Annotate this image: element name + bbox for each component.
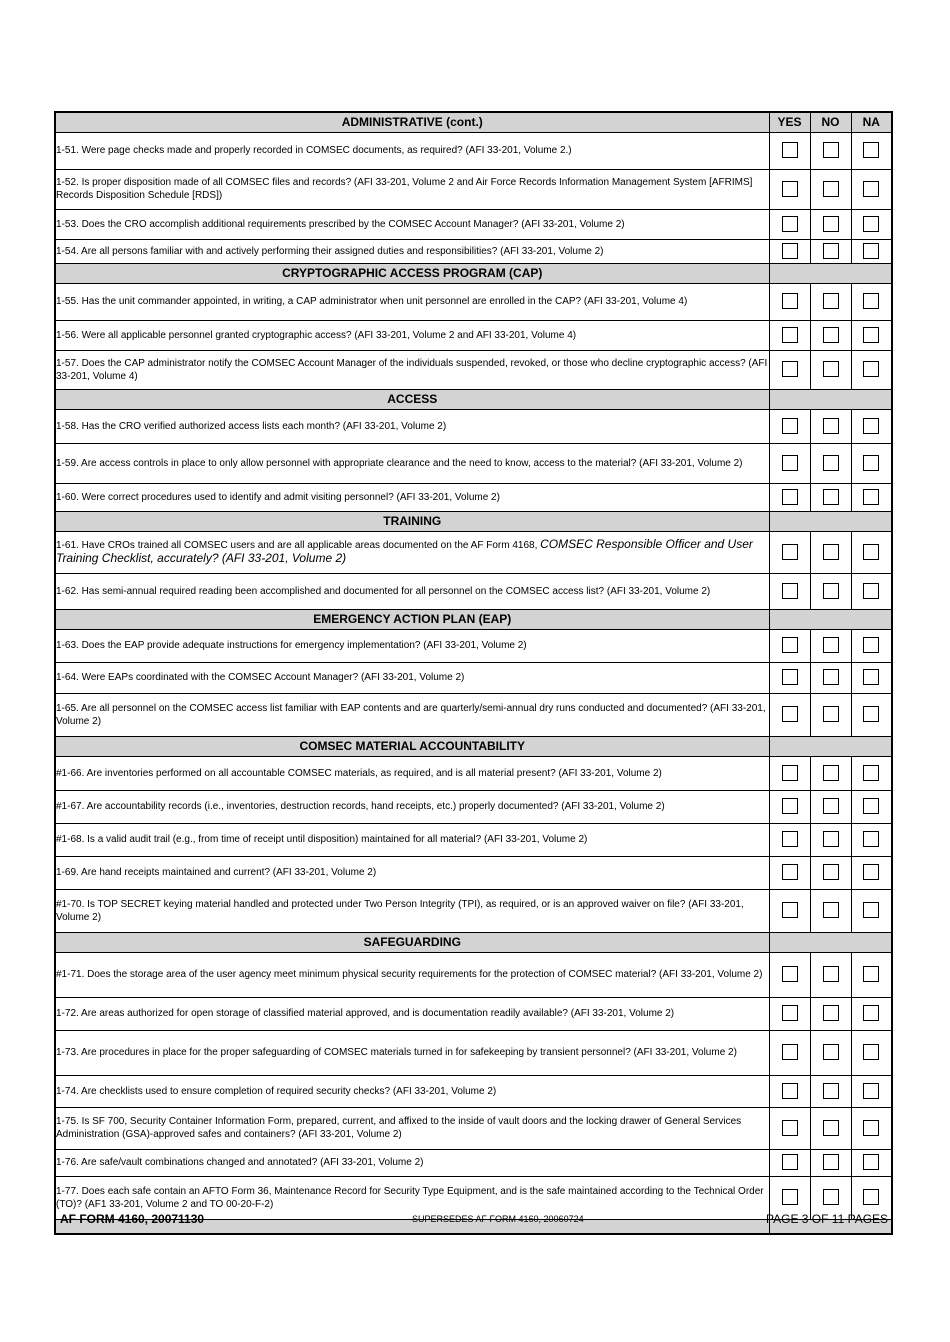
checklist-row [55,169,892,209]
question-text: #1-70. Is TOP SECRET keying material handled and protected under Two Person Integrity (TPI), as required, or is an approved waiver on file? (AFI 33-201, Volume 2) [56,898,744,923]
yes-checkbox[interactable] [782,1044,798,1060]
question-text: 1-61. Have CROs trained all COMSEC users and are all applicable areas documented on the AF Form 4168, [56,540,538,551]
yes-checkbox[interactable] [782,181,798,197]
yes-checkbox[interactable] [782,216,798,232]
yes-cell [769,350,810,389]
yes-cell [769,952,810,997]
question-text: 1-74. Are checklists used to ensure completion of required security checks? (AFI 33-201, Volume 2) [56,1085,497,1097]
section-header-row [55,736,892,756]
question-text: 1-65. Are all personnel on the COMSEC access list familiar with EAP contents and are quarterly/semi-annual dry runs conducted and documented? (AFI 33-201, Volume 2) [56,702,766,727]
yes-checkbox[interactable] [782,902,798,918]
yes-cell [769,169,810,209]
yes-checkbox[interactable] [782,637,798,653]
yes-cell [769,531,810,573]
yes-checkbox[interactable] [782,798,798,814]
no-checkbox[interactable] [823,1154,839,1170]
question-cell [55,483,769,511]
na-cell [851,1107,892,1149]
checklist-row [55,320,892,350]
checklist-row [55,693,892,736]
na-checkbox[interactable] [863,293,879,309]
yes-checkbox[interactable] [782,327,798,343]
yes-checkbox[interactable] [782,765,798,781]
section-title: EMERGENCY ACTION PLAN (EAP) [55,609,769,629]
section-title: ACCESS [55,389,769,409]
checklist-row [55,889,892,932]
no-checkbox[interactable] [823,1189,839,1205]
yes-checkbox[interactable] [782,864,798,880]
section-title: ADMINISTRATIVE (cont.) [55,112,769,132]
na-cell [851,1149,892,1176]
no-cell [810,997,851,1030]
na-checkbox[interactable] [863,669,879,685]
checklist-row [55,409,892,443]
yes-cell [769,1030,810,1075]
na-checkbox[interactable] [863,1044,879,1060]
no-cell [810,823,851,856]
yes-checkbox[interactable] [782,544,798,560]
na-checkbox[interactable] [863,765,879,781]
no-checkbox[interactable] [823,583,839,599]
question-cell [55,573,769,609]
column-header-yes: YES [769,112,810,132]
na-checkbox[interactable] [863,1189,879,1205]
no-checkbox[interactable] [823,293,839,309]
checklist-row [55,1030,892,1075]
na-cell [851,662,892,693]
yes-cell [769,889,810,932]
question-cell [55,132,769,169]
checklist-row [55,997,892,1030]
na-checkbox[interactable] [863,831,879,847]
na-cell [851,1075,892,1107]
no-cell [810,283,851,320]
question-cell [55,531,769,573]
question-text: #1-66. Are inventories performed on all accountable COMSEC materials, as required, and is all material present? (AFI 33-201, Volume 2) [56,767,662,779]
na-cell [851,209,892,239]
checklist-row [55,483,892,511]
yes-checkbox[interactable] [782,831,798,847]
na-cell [851,169,892,209]
question-text: 1-77. Does each safe contain an AFTO Form 36, Maintenance Record for Security Type Equipment, and is the safe maintained according to the Technical Order (TO)? (AF1 33-201, Volume 2 and TO 00-20-F-2) [56,1185,764,1210]
question-text: 1-57. Does the CAP administrator notify the COMSEC Account Manager of the individuals suspended, revoked, or those who decline cryptographic access? (AFI 33-201, Volume 4) [56,357,768,382]
question-text: 1-64. Were EAPs coordinated with the COMSEC Account Manager? (AFI 33-201, Volume 2) [56,672,465,683]
na-cell [851,756,892,790]
question-cell [55,1149,769,1176]
na-cell [851,283,892,320]
no-checkbox[interactable] [823,142,839,158]
na-cell [851,952,892,997]
na-cell [851,409,892,443]
question-text: 1-62. Has semi-annual required reading been accomplished and documented for all personnel on the COMSEC access list? (AFI 33-201, Volume 2) [56,585,711,597]
section-title: COMSEC MATERIAL ACCOUNTABILITY [55,736,769,756]
na-checkbox[interactable] [863,1120,879,1136]
na-checkbox[interactable] [863,327,879,343]
no-cell [810,132,851,169]
checklist-row [55,443,892,483]
question-text: #1-68. Is a valid audit trail (e.g., from time of receipt until disposition) maintained for all material? (AFI 33-201, Volume 2) [56,834,588,845]
no-checkbox[interactable] [823,455,839,471]
supersedes-note: SUPERSEDES AF FORM 4160, 20060724 [412,1214,584,1224]
no-checkbox[interactable] [823,798,839,814]
checklist-row [55,952,892,997]
no-cell [810,409,851,443]
yes-cell [769,756,810,790]
question-cell [55,320,769,350]
yes-cell [769,856,810,889]
no-cell [810,320,851,350]
na-checkbox[interactable] [863,798,879,814]
section-header-filler [769,511,892,531]
na-cell [851,573,892,609]
question-cell [55,856,769,889]
yes-cell [769,443,810,483]
na-checkbox[interactable] [863,181,879,197]
no-checkbox[interactable] [823,418,839,434]
question-text: 1-55. Has the unit commander appointed, in writing, a CAP administrator when unit personnel are enrolled in the CAP? (AFI 33-201, Volume 4) [56,296,688,307]
na-checkbox[interactable] [863,455,879,471]
yes-checkbox[interactable] [782,361,798,377]
section-header-filler [769,736,892,756]
no-checkbox[interactable] [823,361,839,377]
na-checkbox[interactable] [863,142,879,158]
yes-cell [769,662,810,693]
question-cell [55,169,769,209]
na-cell [851,320,892,350]
question-text: 1-60. Were correct procedures used to identify and admit visiting personnel? (AFI 33-201, Volume 2) [56,491,500,503]
question-cell [55,1075,769,1107]
no-cell [810,209,851,239]
yes-cell [769,790,810,823]
question-text: #1-71. Does the storage area of the user agency meet minimum physical security requirements for the protection of COMSEC material? (AFI 33-201, Volume 2) [56,969,763,980]
checklist-table [54,111,893,1235]
yes-cell [769,1107,810,1149]
yes-cell [769,1075,810,1107]
no-cell [810,573,851,609]
section-title: TRAINING [55,511,769,531]
na-cell [851,693,892,736]
no-cell [810,952,851,997]
no-cell [810,239,851,263]
na-checkbox[interactable] [863,361,879,377]
yes-cell [769,997,810,1030]
na-checkbox[interactable] [863,902,879,918]
no-cell [810,889,851,932]
no-checkbox[interactable] [823,669,839,685]
no-checkbox[interactable] [823,327,839,343]
question-cell [55,629,769,662]
section-header-row [55,511,892,531]
no-checkbox[interactable] [823,902,839,918]
yes-cell [769,1149,810,1176]
question-text: 1-76. Are safe/vault combinations changed and annotated? (AFI 33-201, Volume 2) [56,1157,424,1168]
yes-checkbox[interactable] [782,669,798,685]
section-header-filler [769,609,892,629]
no-cell [810,350,851,389]
no-checkbox[interactable] [823,544,839,560]
na-cell [851,823,892,856]
no-cell [810,1107,851,1149]
section-header-filler [769,389,892,409]
section-header-row [55,932,892,952]
yes-cell [769,629,810,662]
yes-cell [769,573,810,609]
no-cell [810,531,851,573]
na-cell [851,132,892,169]
question-text: 1-73. Are procedures in place for the proper safeguarding of COMSEC materials turned in for safekeeping by transient personnel? (AFI 33-201, Volume 2) [56,1047,737,1058]
yes-checkbox[interactable] [782,1154,798,1170]
checklist-row [55,283,892,320]
checklist-row [55,823,892,856]
yes-checkbox[interactable] [782,966,798,982]
checklist-row [55,1107,892,1149]
checklist-row [55,856,892,889]
column-header-na: NA [851,112,892,132]
checklist-row [55,209,892,239]
question-text: 1-54. Are all persons familiar with and actively performing their assigned duties and responsibilities? (AFI 33-201, Volume 2) [56,245,604,257]
no-checkbox[interactable] [823,864,839,880]
checklist-row [55,531,892,573]
question-cell [55,997,769,1030]
na-checkbox[interactable] [863,966,879,982]
na-cell [851,889,892,932]
yes-checkbox[interactable] [782,1189,798,1205]
yes-checkbox[interactable] [782,489,798,505]
na-checkbox[interactable] [863,243,879,259]
checklist-row [55,1075,892,1107]
column-header-no: NO [810,112,851,132]
na-cell [851,483,892,511]
checklist-row [55,790,892,823]
no-checkbox[interactable] [823,1005,839,1021]
yes-cell [769,320,810,350]
na-checkbox[interactable] [863,583,879,599]
question-text: 1-53. Does the CRO accomplish additional requirements prescribed by the COMSEC Account Manager? (AFI 33-201, Volume 2) [56,218,625,230]
no-cell [810,1149,851,1176]
section-title: SAFEGUARDING [55,932,769,952]
no-checkbox[interactable] [823,637,839,653]
question-italic-text: COMSEC Responsible Officer and User Training Checklist, accurately? (AFI 33-201, Volume 2) [56,537,753,565]
na-checkbox[interactable] [863,1083,879,1099]
question-cell [55,1107,769,1149]
na-checkbox[interactable] [863,637,879,653]
question-text: 1-75. Is SF 700, Security Container Information Form, prepared, current, and affixed to the inside of vault doors and the locking drawer of General Services Administration (GSA)-approved safes and containers? (AFI 33-201, Volume 2) [56,1116,742,1140]
na-cell [851,629,892,662]
yes-cell [769,693,810,736]
na-checkbox[interactable] [863,706,879,722]
question-text: 1-56. Were all applicable personnel granted cryptographic access? (AFI 33-201, Volume 2 and AFI 33-201, Volume 4) [56,329,577,341]
checklist-row [55,662,892,693]
question-text: #1-67. Are accountability records (i.e., inventories, destruction records, hand receipts, etc.) properly documented? (AFI 33-201, Volume 2) [56,801,665,812]
question-text: 1-51. Were page checks made and properly recorded in COMSEC documents, as required? (AFI 33-201, Volume 2.) [56,145,572,156]
section-header-row [55,112,892,132]
na-checkbox[interactable] [863,1005,879,1021]
no-checkbox[interactable] [823,966,839,982]
checklist-row [55,350,892,389]
question-text: 1-59. Are access controls in place to only allow personnel with appropriate clearance and the need to know, access to the material? (AFI 33-201, Volume 2) [56,457,743,469]
no-cell [810,443,851,483]
na-checkbox[interactable] [863,489,879,505]
checklist-row [55,573,892,609]
question-cell [55,662,769,693]
question-cell [55,409,769,443]
no-checkbox[interactable] [823,243,839,259]
na-cell [851,790,892,823]
question-cell [55,693,769,736]
no-checkbox[interactable] [823,1120,839,1136]
question-cell [55,1030,769,1075]
checklist-row [55,132,892,169]
question-cell [55,239,769,263]
na-checkbox[interactable] [863,1154,879,1170]
checklist-row [55,239,892,263]
yes-checkbox[interactable] [782,1120,798,1136]
yes-cell [769,283,810,320]
na-checkbox[interactable] [863,864,879,880]
question-cell [55,952,769,997]
section-title: CRYPTOGRAPHIC ACCESS PROGRAM (CAP) [55,263,769,283]
no-cell [810,1075,851,1107]
yes-checkbox[interactable] [782,293,798,309]
question-text: 1-72. Are areas authorized for open storage of classified material approved, and is documentation readily available? (AFI 33-201, Volume 2) [56,1008,675,1019]
no-checkbox[interactable] [823,489,839,505]
checklist-row [55,1149,892,1176]
section-header-row [55,609,892,629]
question-cell [55,889,769,932]
no-checkbox[interactable] [823,1083,839,1099]
no-cell [810,629,851,662]
no-cell [810,856,851,889]
no-cell [810,790,851,823]
no-cell [810,1030,851,1075]
question-cell [55,790,769,823]
no-cell [810,662,851,693]
question-text: 1-63. Does the EAP provide adequate instructions for emergency implementation? (AFI 33-201, Volume 2) [56,640,527,651]
question-text: 1-69. Are hand receipts maintained and current? (AFI 33-201, Volume 2) [56,867,377,878]
yes-cell [769,209,810,239]
na-cell [851,1030,892,1075]
na-cell [851,531,892,573]
checklist-row [55,629,892,662]
section-header-row [55,263,892,283]
yes-checkbox[interactable] [782,418,798,434]
section-header-row [55,389,892,409]
yes-cell [769,823,810,856]
na-checkbox[interactable] [863,418,879,434]
question-text: 1-58. Has the CRO verified authorized access lists each month? (AFI 33-201, Volume 2) [56,420,447,432]
no-checkbox[interactable] [823,216,839,232]
yes-cell [769,409,810,443]
na-cell [851,443,892,483]
no-cell [810,693,851,736]
na-cell [851,997,892,1030]
no-checkbox[interactable] [823,181,839,197]
yes-cell [769,132,810,169]
yes-checkbox[interactable] [782,455,798,471]
question-cell [55,823,769,856]
no-cell [810,483,851,511]
yes-checkbox[interactable] [782,142,798,158]
question-cell [55,443,769,483]
na-cell [851,239,892,263]
yes-checkbox[interactable] [782,1083,798,1099]
page-number: PAGE 3 OF 11 PAGES [766,1212,889,1226]
na-checkbox[interactable] [863,544,879,560]
no-checkbox[interactable] [823,831,839,847]
yes-cell [769,239,810,263]
section-header-filler [769,263,892,283]
question-text: 1-52. Is proper disposition made of all COMSEC files and records? (AFI 33-201, Volume 2 and Air Force Records Information Management System [AFRIMS] Records Disposition Schedule [RDS]) [56,177,753,201]
na-cell [851,856,892,889]
yes-checkbox[interactable] [782,583,798,599]
question-cell [55,209,769,239]
no-checkbox[interactable] [823,706,839,722]
question-cell [55,283,769,320]
no-cell [810,169,851,209]
yes-checkbox[interactable] [782,706,798,722]
yes-cell [769,483,810,511]
yes-checkbox[interactable] [782,1005,798,1021]
question-cell [55,350,769,389]
checklist-row [55,756,892,790]
question-cell [55,756,769,790]
section-header-filler [769,932,892,952]
no-checkbox[interactable] [823,765,839,781]
no-cell [810,756,851,790]
form-id: AF FORM 4160, 20071130 [60,1212,205,1226]
na-cell [851,350,892,389]
no-checkbox[interactable] [823,1044,839,1060]
na-checkbox[interactable] [863,216,879,232]
yes-checkbox[interactable] [782,243,798,259]
